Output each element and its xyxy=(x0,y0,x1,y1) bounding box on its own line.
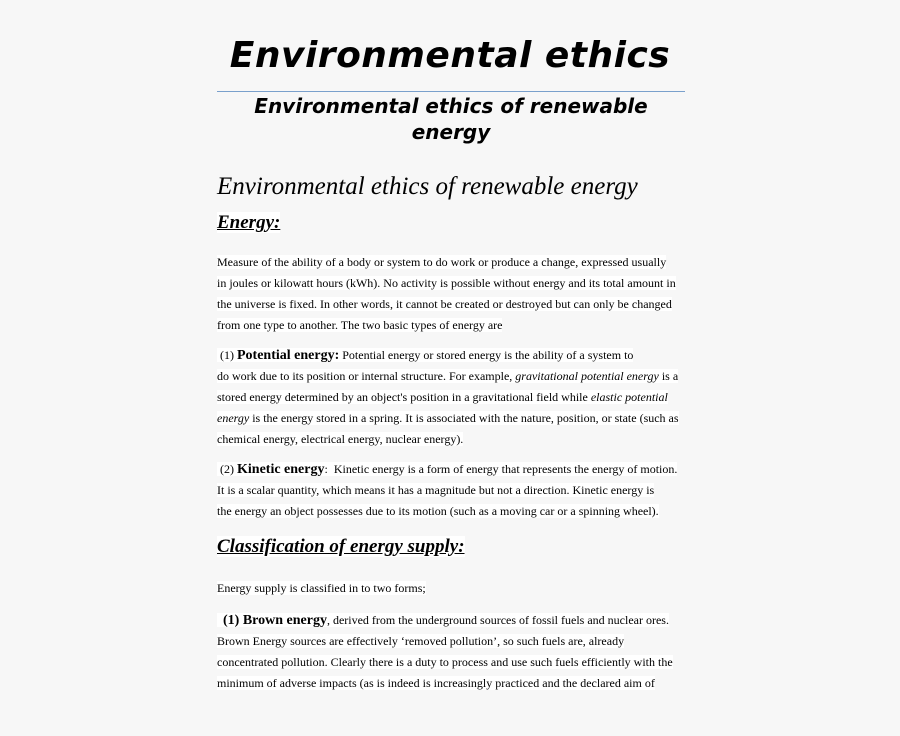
brown-line: Brown Energy sources are effectively ‘removed pollution’, so such fuels are, already xyxy=(217,634,625,648)
brown-energy-paragraph xyxy=(217,610,687,694)
potential-emphasis: elastic potential xyxy=(590,390,668,404)
potential-line: is the energy stored in a spring. It is associated with the nature, position, or state (such as xyxy=(252,411,679,425)
kinetic-energy-label: Kinetic energy xyxy=(237,462,325,477)
page-subtitle: Environmental ethics of renewable energy xyxy=(254,94,648,144)
energy-intro-line: the universe is fixed. In other words, it cannot be created or destroyed but can only be changed xyxy=(217,297,672,311)
potential-line: is a xyxy=(661,369,679,383)
section-heading-classification-text: Classification of energy supply: xyxy=(217,536,465,557)
kinetic-line: It is a scalar quantity, which means it has a magnitude but not a direction. Kinetic energy is xyxy=(217,483,655,497)
potential-number: (1) xyxy=(220,348,234,362)
kinetic-energy-paragraph xyxy=(217,459,687,522)
brown-energy-label: (1) Brown energy xyxy=(223,613,327,628)
document-body xyxy=(217,168,687,694)
document-heading: Environmental ethics of renewable energy xyxy=(217,173,638,200)
kinetic-line: Kinetic energy is a form of energy that represents the energy of motion. xyxy=(333,462,678,476)
potential-line: chemical energy, electrical energy, nuclear energy). xyxy=(217,432,464,446)
section-heading-classification xyxy=(217,534,687,560)
brown-line: , derived from the underground sources of fossil fuels and nuclear ores. xyxy=(326,613,669,627)
kinetic-line: the energy an object possesses due to its motion (such as a moving car or a spinning wheel). xyxy=(217,504,659,518)
potential-emphasis: gravitational potential energy xyxy=(515,369,659,383)
potential-line: do work due to its position or internal structure. For example, xyxy=(217,369,513,383)
energy-intro-paragraph xyxy=(217,252,687,336)
potential-energy-paragraph xyxy=(217,345,687,450)
section-heading-energy xyxy=(217,210,687,236)
classification-intro: Energy supply is classified in to two forms; xyxy=(217,581,426,595)
energy-intro-line: Measure of the ability of a body or system to do work or produce a change, expressed usually xyxy=(217,255,667,269)
potential-energy-label: Potential energy: xyxy=(237,348,340,363)
energy-intro-line: from one type to another. The two basic types of energy are xyxy=(217,318,503,332)
section-heading-energy-text: Energy: xyxy=(217,212,281,233)
brown-line: minimum of adverse impacts (as is indeed is increasingly practiced and the declared aim of xyxy=(217,676,655,690)
energy-intro-line: in joules or kilowatt hours (kWh). No activity is possible without energy and its total amount in xyxy=(217,276,676,290)
title-divider xyxy=(217,91,685,92)
brown-line: concentrated pollution. Clearly there is a duty to process and use such fuels efficiently with the xyxy=(217,655,673,669)
kinetic-colon: : xyxy=(324,462,328,476)
kinetic-number: (2) xyxy=(220,462,234,476)
page-title: Environmental ethics xyxy=(229,35,671,76)
potential-emphasis: energy xyxy=(217,411,250,425)
potential-line: stored energy determined by an object's position in a gravitational field while xyxy=(217,390,588,404)
potential-line: Potential energy or stored energy is the ability of a system to xyxy=(342,348,634,362)
